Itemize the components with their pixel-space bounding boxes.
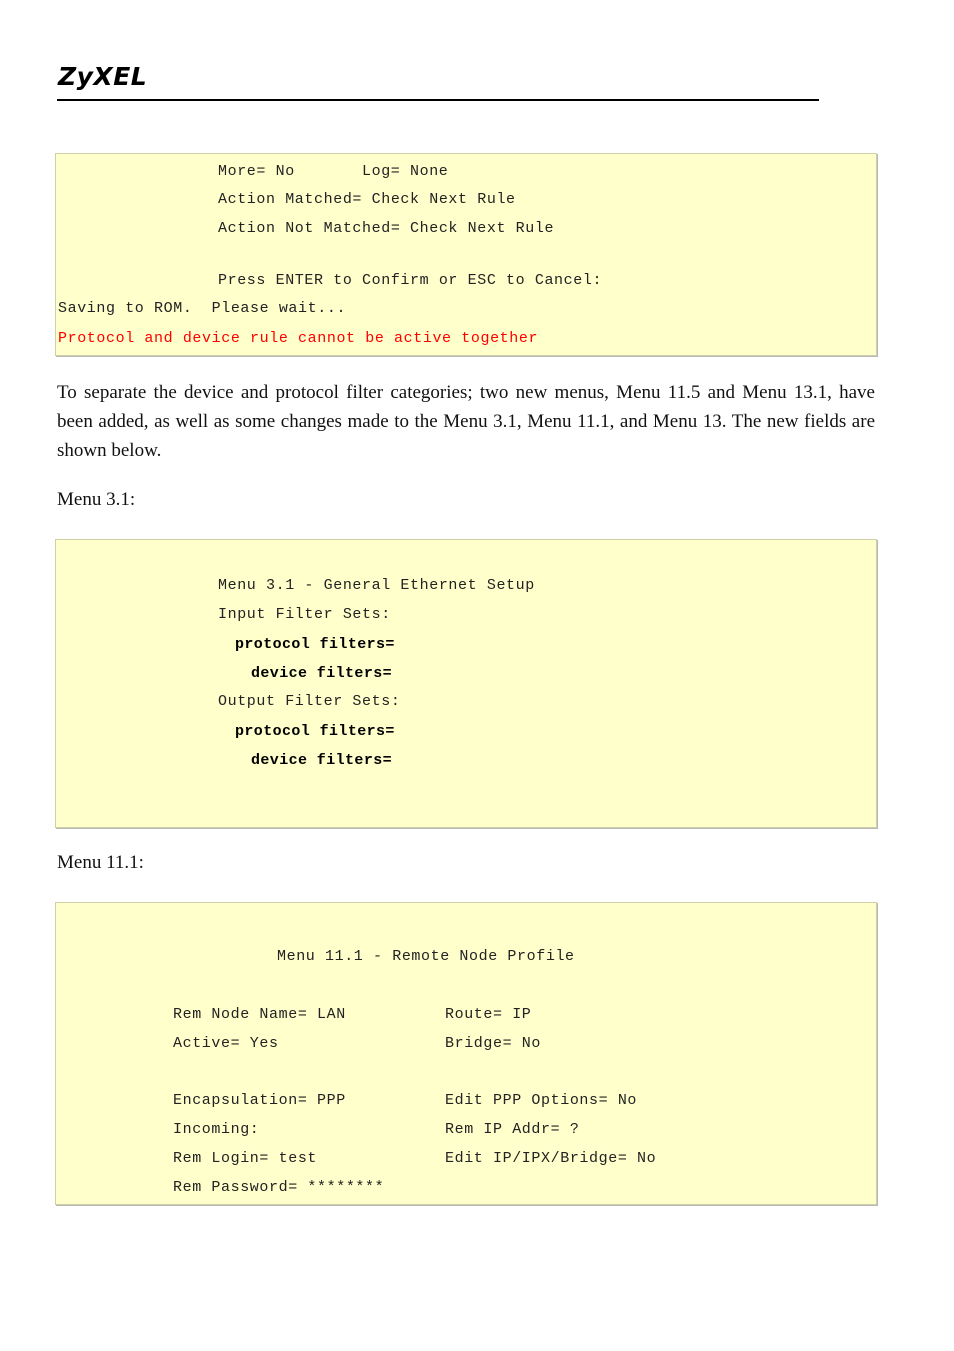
edit-ppp-options-field: Edit PPP Options= No bbox=[445, 1092, 638, 1109]
error-message: Protocol and device rule cannot be active together bbox=[58, 330, 539, 347]
console-box-filter-rule bbox=[55, 153, 877, 356]
output-filter-sets-label: Output Filter Sets: bbox=[218, 693, 401, 710]
header-divider bbox=[57, 99, 819, 101]
rem-login-field: Rem Login= test bbox=[173, 1150, 318, 1167]
output-device-filters-field: device filters= bbox=[251, 752, 393, 769]
output-protocol-filters-field: protocol filters= bbox=[235, 723, 395, 740]
input-device-filters-field: device filters= bbox=[251, 665, 393, 682]
action-not-matched-field: Action Not Matched= Check Next Rule bbox=[218, 220, 555, 237]
bridge-field: Bridge= No bbox=[445, 1035, 542, 1052]
edit-ip-ipx-bridge-field: Edit IP/IPX/Bridge= No bbox=[445, 1150, 657, 1167]
menu-title: Menu 3.1 - General Ethernet Setup bbox=[218, 577, 535, 594]
confirm-prompt: Press ENTER to Confirm or ESC to Cancel: bbox=[218, 272, 603, 289]
active-field: Active= Yes bbox=[173, 1035, 279, 1052]
input-filter-sets-label: Input Filter Sets: bbox=[218, 606, 391, 623]
log-field: Log= None bbox=[362, 163, 449, 180]
console-box-menu-11-1 bbox=[55, 902, 877, 1205]
saving-message: Saving to ROM. Please wait... bbox=[58, 300, 347, 317]
menu-11-1-label: Menu 11.1: bbox=[57, 852, 144, 873]
menu-3-1-label: Menu 3.1: bbox=[57, 489, 136, 510]
zyxel-logo: ZyXEL bbox=[58, 62, 148, 91]
incoming-label: Incoming: bbox=[173, 1121, 260, 1138]
route-field: Route= IP bbox=[445, 1006, 532, 1023]
rem-ip-addr-field: Rem IP Addr= ? bbox=[445, 1121, 580, 1138]
console-box-menu-3-1 bbox=[55, 539, 877, 828]
action-matched-field: Action Matched= Check Next Rule bbox=[218, 191, 516, 208]
input-protocol-filters-field: protocol filters= bbox=[235, 636, 395, 653]
rem-password-field: Rem Password= ******** bbox=[173, 1179, 385, 1196]
more-field: More= No bbox=[218, 163, 295, 180]
menu-title: Menu 11.1 - Remote Node Profile bbox=[277, 948, 575, 965]
body-paragraph: To separate the device and protocol filter categories; two new menus, Menu 11.5 and Menu 13.1, have been added, as well as some changes made to the Menu 3.1, Menu 11.1, and Menu 13. The new fields are shown below. bbox=[57, 382, 875, 461]
rem-node-name-field: Rem Node Name= LAN bbox=[173, 1006, 346, 1023]
encapsulation-field: Encapsulation= PPP bbox=[173, 1092, 346, 1109]
